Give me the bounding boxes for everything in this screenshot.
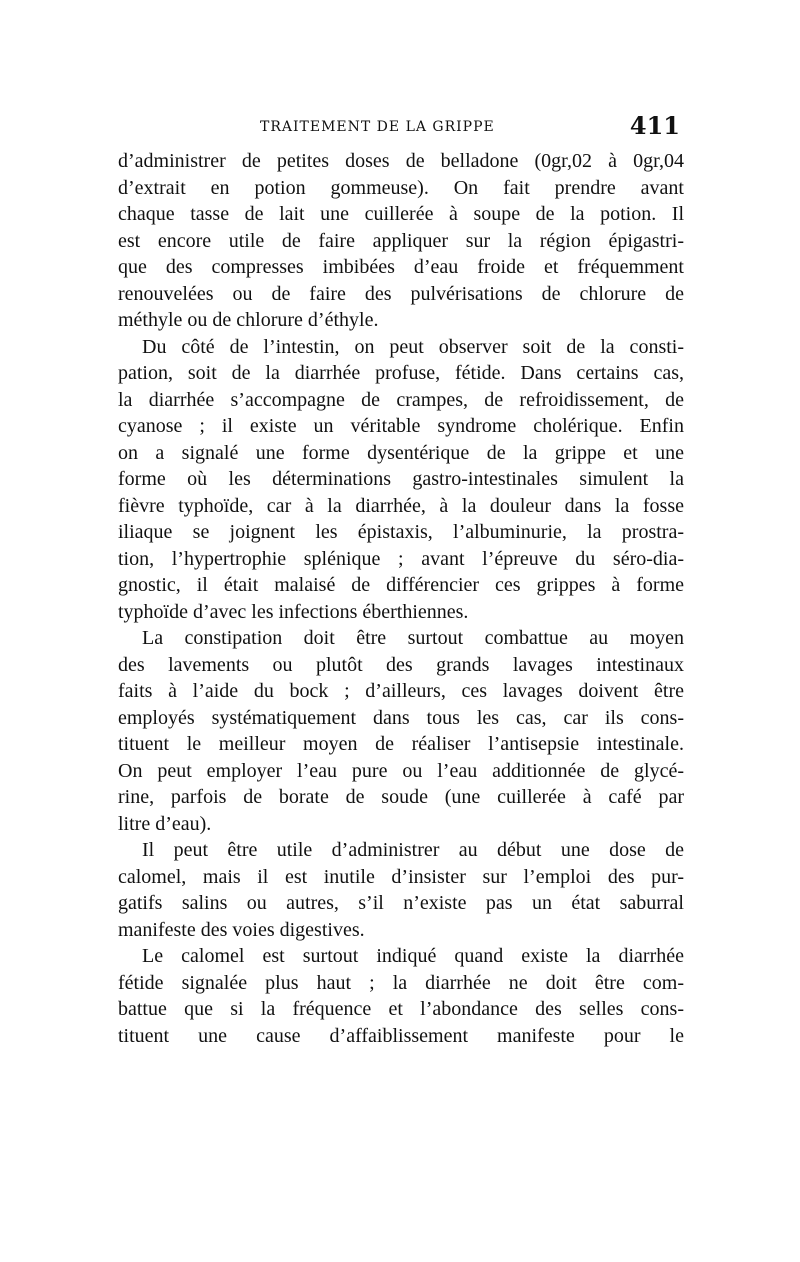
text-line: La constipation doit être surtout combattue au moyen [142,627,684,649]
text-line: on a signalé une forme dysentérique de la grippe et une [118,441,684,464]
text-line: manifeste des voies digestives. [118,918,365,941]
text-line: est encore utile de faire appliquer sur la région épigastri- [118,229,684,252]
running-title: TRAITEMENT DE LA GRIPPE [260,119,495,135]
text-line: tituent le meilleur moyen de réaliser l’antisepsie intestinale. [118,733,684,755]
text-line: que des compresses imbibées d’eau froide et fréquemment [118,256,684,278]
text-line: Du côté de l’intestin, on peut observer soit de la consti- [142,335,684,358]
text-line: fièvre typhoïde, car à la diarrhée, à la douleur dans la fosse [118,494,684,517]
text-line: tituent une cause d’affaiblissement manifeste pour le [118,1024,684,1047]
text-line: d’administrer de petites doses de belladone (0gr,02 à 0gr,04 [118,150,684,172]
text-line: gnostic, il était malaisé de différencier ces grippes à forme [118,574,684,596]
text-line: des lavements ou plutôt des grands lavages intestinaux [118,653,684,676]
text-line: employés systématiquement dans tous les cas, car ils cons- [118,706,684,729]
text-line: Il peut être utile d’administrer au début une dose de [142,839,684,861]
text-line: rine, parfois de borate de soude (une cuillerée à café par [118,786,684,808]
text-line: gatifs salins ou autres, s’il n’existe pas un état saburral [118,892,684,914]
text-line: méthyle ou de chlorure d’éthyle. [118,309,379,331]
text-line: chaque tasse de lait une cuillerée à soupe de la potion. Il [118,203,684,225]
text-line: battue que si la fréquence et l’abondance des selles cons- [118,998,684,1020]
text-line: la diarrhée s’accompagne de crampes, de refroidissement, de [118,388,684,411]
page-number: 411 [629,111,680,140]
text-line: iliaque se joignent les épistaxis, l’albuminurie, la prostra- [118,521,684,543]
text-line: tion, l’hypertrophie splénique ; avant l’épreuve du séro-dia- [118,547,684,570]
text-line: On peut employer l’eau pure ou l’eau additionnée de glycé- [118,759,684,782]
text-line: pation, soit de la diarrhée profuse, fétide. Dans certains cas, [118,362,684,384]
text-line: forme où les déterminations gastro-intestinales simulent la [118,468,684,490]
text-line: Le calomel est surtout indiqué quand existe la diarrhée [142,945,684,967]
text-line: d’extrait en potion gommeuse). On fait prendre avant [118,176,684,199]
text-line: faits à l’aide du bock ; d’ailleurs, ces lavages doivent être [118,680,684,702]
page-header [260,111,680,141]
text-line: renouvelées ou de faire des pulvérisations de chlorure de [118,282,684,305]
text-line: calomel, mais il est inutile d’insister sur l’emploi des pur- [118,865,684,888]
text-line: cyanose ; il existe un véritable syndrome cholérique. Enfin [118,415,684,437]
text-line: typhoïde d’avec les infections éberthiennes. [118,600,469,623]
text-line: fétide signalée plus haut ; la diarrhée ne doit être com- [118,971,684,994]
text-line: litre d’eau). [118,812,212,835]
body-text [118,148,684,1049]
